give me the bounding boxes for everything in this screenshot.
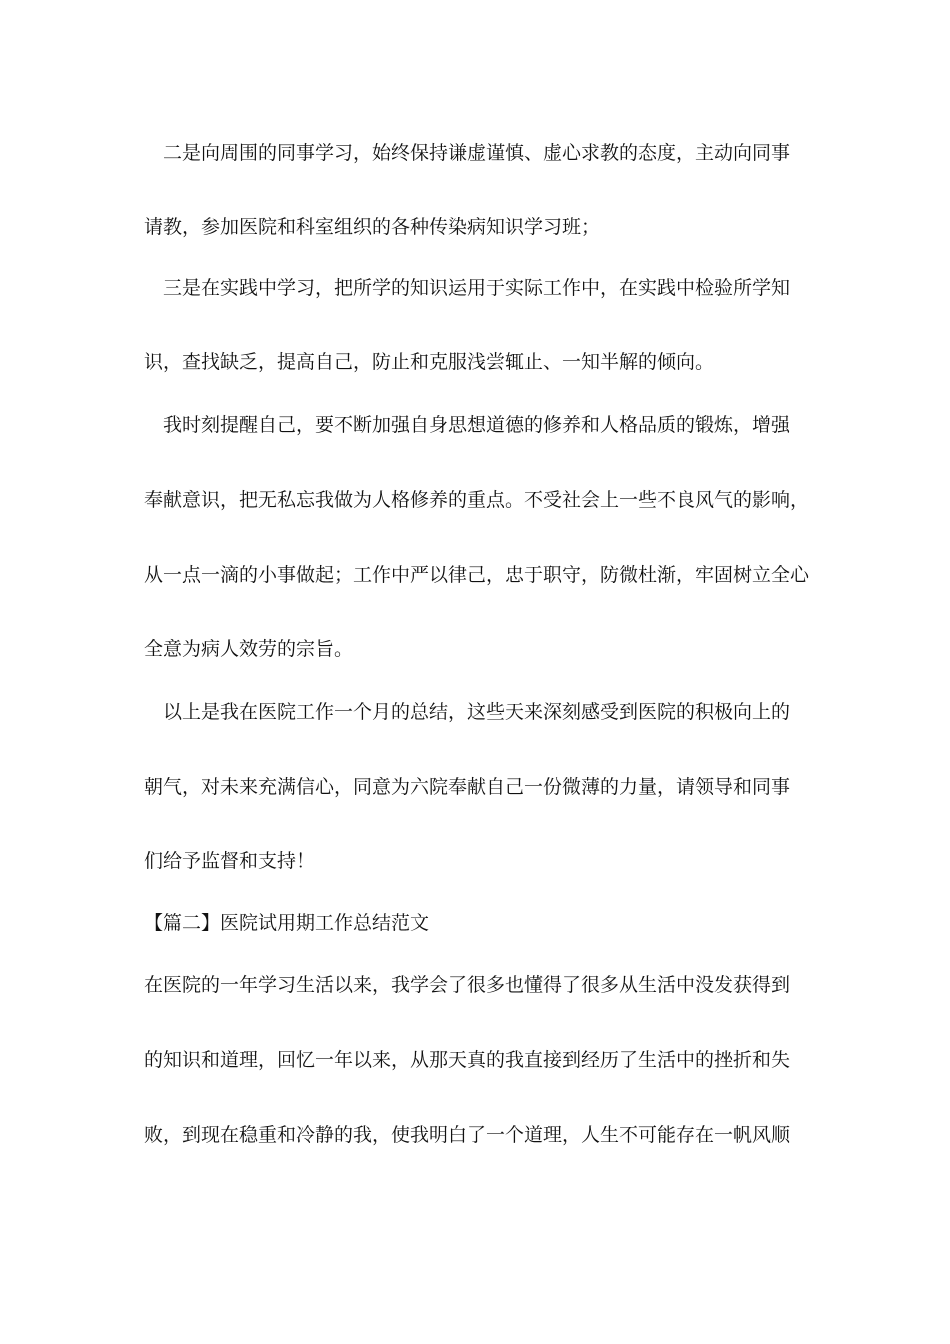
section-heading: 【篇二】医院试用期工作总结范文 <box>144 912 430 934</box>
paragraph-line: 在医院的一年学习生活以来，我学会了很多也懂得了很多从生活中没发获得到 <box>144 974 791 996</box>
paragraph-line: 的知识和道理，回忆一年以来，从那天真的我直接到经历了生活中的挫折和失 <box>144 1049 791 1071</box>
paragraph-line: 朝气，对未来充满信心，同意为六院奉献自己一份微薄的力量，请领导和同事 <box>144 776 791 798</box>
paragraph-line: 以上是我在医院工作一个月的总结，这些天来深刻感受到医院的积极向上的 <box>144 701 791 723</box>
paragraph-line: 们给予监督和支持！ <box>144 850 316 872</box>
paragraph-line: 败，到现在稳重和冷静的我，使我明白了一个道理，人生不可能存在一帆风顺 <box>144 1124 791 1146</box>
paragraph-line: 识，查找缺乏，提高自己，防止和克服浅尝辄止、一知半解的倾向。 <box>144 351 715 373</box>
paragraph-line: 奉献意识，把无私忘我做为人格修养的重点。不受社会上一些不良风气的影响， <box>144 489 810 511</box>
paragraph-line: 二是向周围的同事学习，始终保持谦虚谨慎、虚心求教的态度，主动向同事 <box>144 142 791 164</box>
paragraph-line: 请教，参加医院和科室组织的各种传染病知识学习班； <box>144 216 601 238</box>
paragraph-line: 全意为病人效劳的宗旨。 <box>144 638 354 660</box>
paragraph-line: 我时刻提醒自己，要不断加强自身思想道德的修养和人格品质的锻炼，增强 <box>144 414 791 436</box>
paragraph-line: 从一点一滴的小事做起；工作中严以律己，忠于职守，防微杜渐，牢固树立全心 <box>144 564 810 586</box>
paragraph-line: 三是在实践中学习，把所学的知识运用于实际工作中，在实践中检验所学知 <box>144 277 791 299</box>
